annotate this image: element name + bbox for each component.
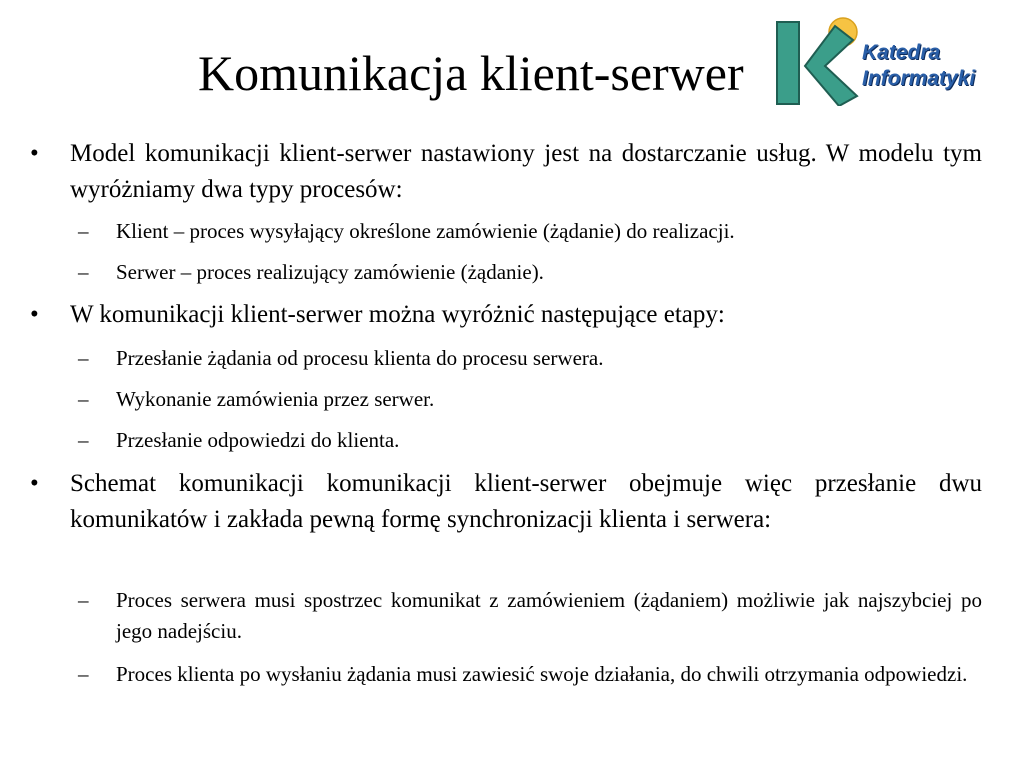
bullet-marker: • (30, 140, 39, 167)
dash-marker: – (78, 662, 89, 686)
sub-bullet-text: Wykonanie zamówienia przez serwer. (116, 387, 435, 411)
dash-marker: – (78, 219, 89, 243)
bullet-item (30, 466, 982, 538)
logo-k-bar (777, 22, 799, 104)
bullet-text: Schemat komunikacji komunikacji klient-serwer obejmuje więc przesłanie dwu komunikatów i zakłada pewną formę synchronizacji klienta i serwera: (70, 470, 982, 533)
sub-bullet-item (78, 384, 982, 415)
sub-bullet-item (78, 216, 982, 247)
logo-k-chevron (805, 26, 857, 106)
sub-bullet-text: Przesłanie odpowiedzi do klienta. (116, 428, 400, 452)
bullet-marker: • (30, 301, 39, 328)
dash-marker: – (78, 428, 89, 452)
sub-bullet-text: Przesłanie żądania od procesu klienta do procesu serwera. (116, 346, 604, 370)
dash-marker: – (78, 346, 89, 370)
sub-bullet-text: Proces serwera musi spostrzec komunikat z zamówieniem (żądaniem) możliwie jak najszybciej po jego nadejściu. (116, 588, 982, 643)
dash-marker: – (78, 387, 89, 411)
sub-bullet-item (78, 257, 982, 288)
sub-bullet-item (78, 659, 982, 690)
sub-bullet-item (78, 343, 982, 374)
bullet-item (30, 297, 982, 333)
sub-bullet-item (78, 425, 982, 456)
bullet-text: Model komunikacji klient-serwer nastawiony jest na dostarczanie usług. W modelu tym wyróżniamy dwa typy procesów: (70, 140, 982, 203)
sub-bullet-text: Klient – proces wysyłający określone zamówienie (żądanie) do realizacji. (116, 219, 735, 243)
sub-bullet-item (78, 585, 982, 647)
bullet-text: W komunikacji klient-serwer można wyróżnić następujące etapy: (70, 301, 725, 328)
logo-line-1: Katedra (862, 41, 941, 64)
sub-bullet-text: Serwer – proces realizujący zamówienie (żądanie). (116, 260, 544, 284)
dash-marker: – (78, 588, 89, 612)
logo-text (862, 40, 975, 92)
bullet-item (30, 136, 982, 208)
logo-line-2: Informatyki (862, 67, 976, 90)
sub-bullet-text: Proces klienta po wysłaniu żądania musi zawiesić swoje działania, do chwili otrzymania odpowiedzi. (116, 662, 968, 686)
dash-marker: – (78, 260, 89, 284)
bullet-marker: • (30, 470, 39, 497)
slide-title: Komunikacja klient-serwer (198, 45, 744, 101)
